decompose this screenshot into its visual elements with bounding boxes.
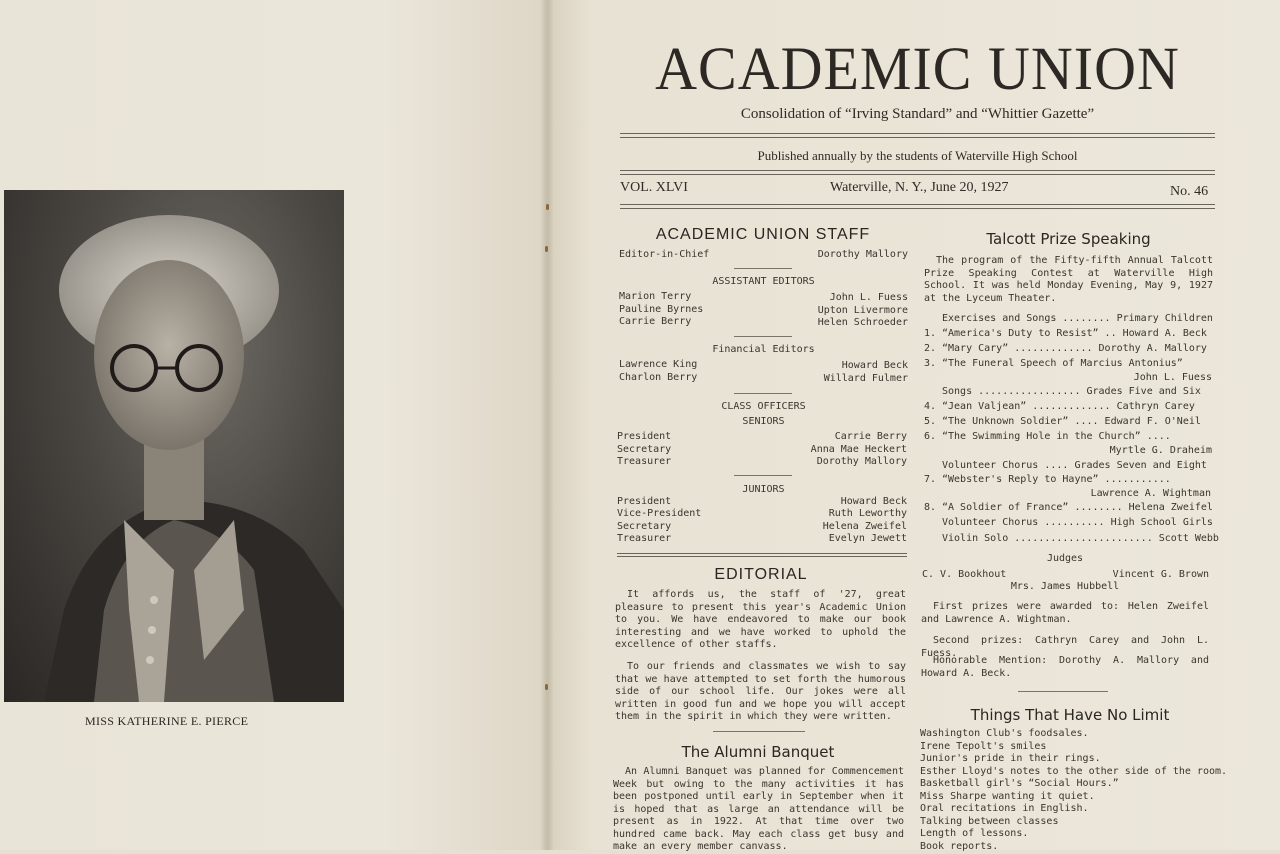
column-rule <box>617 556 907 557</box>
no-limit-list <box>920 728 1227 853</box>
assistant-editor: Upton Livermore <box>817 304 908 316</box>
list-item: Junior's pride in their rings. <box>920 753 1101 764</box>
list-item: Irene Tepolt's smiles <box>920 740 1047 752</box>
masthead-rule <box>620 133 1215 134</box>
officer-name: Evelyn Jewett <box>828 533 907 544</box>
program-number: 1. <box>924 328 937 339</box>
section-rule <box>734 393 792 394</box>
list-item: Talking between classes <box>920 815 1059 827</box>
program-item <box>942 313 1213 326</box>
section-rule <box>734 336 792 337</box>
list-item: Esther Lloyd's notes to the other side of the room. <box>920 765 1228 777</box>
section-rule <box>734 475 792 476</box>
section-rule <box>1018 691 1108 692</box>
list-item: Length of lessons. <box>920 828 1029 839</box>
volume-label: VOL. XLVI <box>620 180 688 195</box>
financial-editors-heading: Financial Editors <box>712 344 815 355</box>
assistant-editor: Marion Terry <box>619 291 692 302</box>
list-item: Washington Club's foodsales. <box>920 728 1089 739</box>
program-number: 3. <box>924 358 937 369</box>
program-item <box>924 445 1212 458</box>
place-date: Waterville, N. Y., June 20, 1927 <box>830 180 1009 195</box>
judges-heading: Judges <box>1046 553 1084 564</box>
program-item <box>924 358 1214 371</box>
masthead-rule <box>620 174 1215 175</box>
portrait-photo <box>4 190 344 702</box>
juniors-heading: JUNIORS <box>742 484 785 495</box>
program-text: “The Swimming Hole in the Church” .... <box>942 431 1171 442</box>
assistant-editor: John L. Fuess <box>829 292 908 303</box>
talcott-title: Talcott Prize Speaking <box>986 230 1151 248</box>
program-item <box>924 372 1212 385</box>
program-text: Songs ................. Grades Five and Six <box>942 386 1201 397</box>
list-item: Oral recitations in English. <box>920 803 1089 814</box>
financial-editor: Howard Beck <box>841 360 908 371</box>
program-number: 8. <box>924 502 937 513</box>
list-item: Miss Sharpe wanting it quiet. <box>920 790 1095 802</box>
masthead-subtitle: Consolidation of “Irving Standard” and “Whittier Gazette” <box>740 106 1095 122</box>
financial-editor: Lawrence King <box>619 359 698 370</box>
portrait-figure <box>4 190 344 702</box>
program-text: “Jean Valjean” ............. Cathryn Carey <box>942 401 1195 412</box>
list-item: Basketball girl's “Social Hours.” <box>920 778 1119 789</box>
officer-row <box>617 431 907 444</box>
portrait-caption: MISS KATHERINE E. PIERCE <box>85 714 249 728</box>
program-item <box>924 343 1214 356</box>
officer-row <box>617 533 907 546</box>
judge-name: C. V. Bookhout <box>922 569 1007 580</box>
assistant-editor: Helen Schroeder <box>817 317 908 328</box>
officer-name: Helena Zweifel <box>822 521 907 532</box>
staff-title: ACADEMIC UNION STAFF <box>655 226 871 243</box>
editor-role: Editor-in-Chief <box>619 249 710 260</box>
paper-speck <box>546 204 549 210</box>
program-number: 2. <box>924 343 937 354</box>
judges-row <box>922 569 1209 582</box>
program-number: 7. <box>924 474 937 485</box>
talcott-intro: The program of the Fifty-fifth Annual Talcott Prize Speaking Contest at Waterville High School. It was held Monday Evening, May 9, 1927 at the Lyceum Theater. <box>924 255 1213 304</box>
masthead-rule <box>620 137 1215 138</box>
assistant-editors-right <box>768 292 908 330</box>
program-item <box>924 401 1214 414</box>
assistant-editor: Pauline Byrnes <box>619 303 704 315</box>
issue-number: No. 46 <box>1170 184 1209 199</box>
program-item <box>924 488 1211 501</box>
judge-name: Mrs. James Hubbell <box>1010 581 1120 592</box>
honorable-mention: Honorable Mention: Dorothy A. Mallory and Howard A. Beck. <box>921 655 1209 679</box>
masthead-rule <box>620 170 1215 171</box>
officer-row <box>617 456 907 469</box>
financial-editor: Willard Fulmer <box>823 372 908 384</box>
financial-editors-left <box>619 359 697 384</box>
editorial-title: EDITORIAL <box>714 566 808 583</box>
program-item <box>942 517 1213 530</box>
program-number: 4. <box>924 401 937 412</box>
list-item: Book reports. <box>920 840 999 852</box>
program-text: “Mary Cary” ............. Dorothy A. Mallory <box>942 343 1207 354</box>
officer-name: Anna Mae Heckert <box>810 444 907 455</box>
program-item <box>924 502 1214 515</box>
judge-name: Vincent G. Brown <box>1112 569 1209 580</box>
masthead-title: ACADEMIC UNION <box>655 34 1180 103</box>
program-item <box>942 460 1207 473</box>
assistant-editor: Carrie Berry <box>619 316 692 327</box>
officer-role: Secretary <box>617 521 672 532</box>
assistant-editors-heading: ASSISTANT EDITORS <box>712 276 815 287</box>
program-text: “Webster's Reply to Hayne” ........... <box>942 474 1171 485</box>
officer-row <box>617 444 907 457</box>
paper-speck <box>545 246 548 252</box>
program-text: John L. Fuess <box>1133 372 1212 383</box>
editor-name: Dorothy Mallory <box>817 249 908 260</box>
book-gutter <box>540 0 554 850</box>
officer-name: Howard Beck <box>840 496 907 507</box>
officer-role: Secretary <box>617 444 672 455</box>
program-text: “The Funeral Speech of Marcius Antonius” <box>942 358 1183 369</box>
section-rule <box>713 731 805 732</box>
officer-row <box>617 521 907 534</box>
editorial-paragraph: It affords us, the staff of '27, great pleasure to present this year's Academic Union to you. We have endeavored to make our book interesting and we have worked to uphold the excellence of other staffs. <box>615 589 906 650</box>
officer-row <box>617 508 907 521</box>
masthead-rule <box>620 208 1215 209</box>
paper-speck <box>545 684 548 690</box>
no-limit-title: Things That Have No Limit <box>970 706 1170 724</box>
editor-in-chief-row <box>619 249 908 262</box>
program-item <box>942 533 1219 546</box>
program-item <box>924 474 1214 487</box>
class-officers-heading: CLASS OFFICERS <box>721 401 806 412</box>
program-text: Volunteer Chorus .......... High School Girls <box>942 517 1213 528</box>
program-text: Lawrence A. Wightman <box>1090 488 1211 499</box>
financial-editors-right <box>768 360 908 385</box>
section-rule <box>734 268 792 269</box>
officer-role: Treasurer <box>617 456 672 467</box>
assistant-editors-left <box>619 291 703 329</box>
seniors-heading: SENIORS <box>742 416 785 427</box>
program-number: 6. <box>924 431 937 442</box>
program-text: “America's Duty to Resist” .. Howard A. Beck <box>942 328 1207 339</box>
officer-role: President <box>617 496 672 507</box>
officer-role: Vice-President <box>617 508 702 519</box>
program-text: Exercises and Songs ........ Primary Children <box>942 313 1213 324</box>
program-item <box>924 431 1214 444</box>
financial-editor: Charlon Berry <box>619 371 698 383</box>
editorial-paragraph: To our friends and classmates we wish to say that we have attempted to set forth the humorous side of our school life. Our jokes were all written in good fun and we hope you will accept them in the spirit in which they were written. <box>615 661 906 722</box>
masthead-published: Published annually by the students of Waterville High School <box>757 148 1078 163</box>
banquet-title: The Alumni Banquet <box>681 743 835 761</box>
first-prizes: First prizes were awarded to: Helen Zweifel and Lawrence A. Wightman. <box>921 601 1209 625</box>
program-item <box>924 328 1214 341</box>
masthead-rule <box>620 204 1215 205</box>
officer-name: Carrie Berry <box>834 431 907 442</box>
program-number: 5. <box>924 416 937 427</box>
program-text: Violin Solo ....................... Scott Webb <box>942 533 1219 544</box>
officer-name: Ruth Leworthy <box>828 508 907 519</box>
banquet-paragraph: An Alumni Banquet was planned for Commencement Week but owing to the many activities it has been postponed until early in September when it is hoped that as large an attendance will be present as in 1922. At that time over two hundred came back. May each class get busy and make an every member canvass. <box>613 766 904 852</box>
program-text: Volunteer Chorus .... Grades Seven and Eight <box>942 460 1207 471</box>
program-item <box>942 386 1201 399</box>
column-rule <box>617 553 907 554</box>
program-text: Myrtle G. Draheim <box>1109 445 1212 456</box>
officer-name: Dorothy Mallory <box>816 456 907 467</box>
officer-role: President <box>617 431 672 442</box>
program-text: “The Unknown Soldier” .... Edward F. O'Neil <box>942 416 1201 427</box>
officer-role: Treasurer <box>617 533 672 544</box>
second-prizes: Second prizes: Cathryn Carey and John L. Fuess. <box>921 635 1209 659</box>
officer-row <box>617 496 907 509</box>
program-text: “A Soldier of France” ........ Helena Zweifel <box>942 502 1213 513</box>
program-item <box>924 416 1214 429</box>
